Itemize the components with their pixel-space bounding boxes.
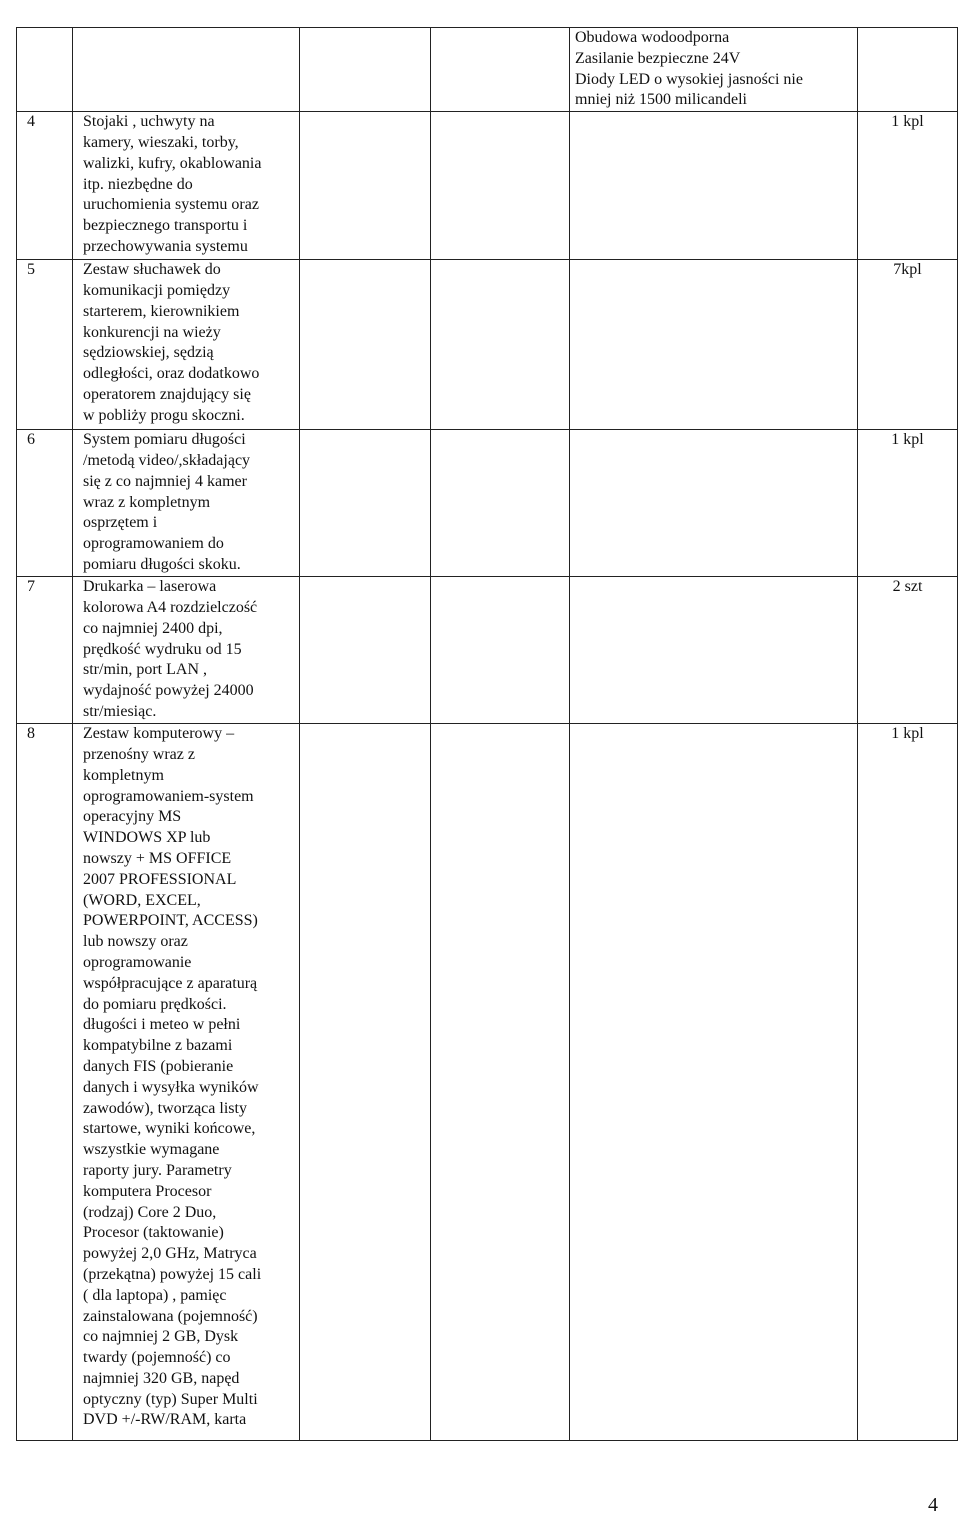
- specification-line: Diody LED o wysokiej jasności nie: [575, 70, 803, 88]
- description-line: wydajność powyżej 24000: [83, 682, 254, 700]
- description-line: twardy (pojemność) co: [83, 1349, 231, 1367]
- description-line: oprogramowaniem-system: [83, 787, 254, 805]
- specification-cell: [570, 430, 858, 577]
- description-line: przenośny wraz z: [83, 745, 195, 763]
- specification-line: mniej niż 1500 milicandeli: [575, 91, 747, 109]
- description-line: (przekątna) powyżej 15 cali: [83, 1265, 262, 1283]
- table-row: [17, 260, 958, 430]
- description-line: odległości, oraz dodatkowo: [83, 365, 260, 383]
- description-cell: [73, 28, 300, 112]
- quantity-cell: 1 kpl: [858, 724, 958, 1441]
- quantity-cell: [858, 28, 958, 112]
- empty-cell: [300, 260, 431, 430]
- empty-cell: [431, 724, 570, 1441]
- description-line: str/min, port LAN ,: [83, 661, 207, 679]
- row-number-cell: 8: [17, 724, 73, 1441]
- description-line: bezpiecznego transportu i: [83, 217, 248, 235]
- empty-cell: [431, 28, 570, 112]
- description-line: kompatybilne z bazami: [83, 1037, 233, 1055]
- description-line: operatorem znajdujący się: [83, 385, 251, 403]
- description-line: najmniej 320 GB, napęd: [83, 1369, 240, 1387]
- table-row: [17, 724, 958, 1441]
- description-line: lub nowszy oraz: [83, 933, 188, 951]
- description-line: Stojaki , uchwyty na: [83, 113, 215, 131]
- description-line: nowszy + MS OFFICE: [83, 849, 232, 867]
- description-line: raporty jury. Parametry: [83, 1161, 232, 1179]
- empty-cell: [300, 112, 431, 260]
- table-body: [17, 28, 958, 1441]
- description-line: sędziowskiej, sędzią: [83, 344, 214, 362]
- row-number-cell: 7: [17, 577, 73, 724]
- description-line: Zestaw słuchawek do: [83, 261, 221, 279]
- table-row: [17, 430, 958, 577]
- description-line: Drukarka – laserowa: [83, 578, 217, 596]
- description-line: powyżej 2,0 GHz, Matryca: [83, 1245, 257, 1263]
- description-cell: [73, 430, 300, 577]
- description-line: prędkość wydruku od 15: [83, 640, 242, 658]
- specification-line: Zasilanie bezpieczne 24V: [575, 49, 741, 67]
- description-line: pomiaru długości skoku.: [83, 555, 241, 573]
- description-line: itp. niezbędne do: [83, 175, 193, 193]
- description-line: danych FIS (pobieranie: [83, 1057, 234, 1075]
- description-line: komunikacji pomiędzy: [83, 281, 231, 299]
- description-line: długości i meteo w pełni: [83, 1016, 241, 1034]
- empty-cell: [300, 724, 431, 1441]
- description-line: współpracujące z aparaturą: [83, 974, 258, 992]
- description-line: w pobliży progu skoczni.: [83, 406, 245, 424]
- specification-line: Obudowa wodoodporna: [575, 29, 730, 46]
- quantity-cell: 1 kpl: [858, 112, 958, 260]
- description-cell: [73, 260, 300, 430]
- description-line: DVD +/-RW/RAM, karta: [83, 1411, 247, 1429]
- description-line: wszystkie wymagane: [83, 1141, 220, 1159]
- description-line: 2007 PROFESSIONAL: [83, 870, 237, 888]
- description-line: konkurencji na wieży: [83, 323, 221, 341]
- description-line: ( dla laptopa) , pamięc: [83, 1286, 227, 1304]
- row-number-cell: [17, 28, 73, 112]
- description-line: startowe, wyniki końcowe,: [83, 1120, 256, 1138]
- row-number-cell: 5: [17, 260, 73, 430]
- description-line: WINDOWS XP lub: [83, 829, 211, 847]
- description-line: Procesor (taktowanie): [83, 1224, 224, 1242]
- specification-cell: [570, 724, 858, 1441]
- empty-cell: [300, 28, 431, 112]
- description-line: co najmniej 2 GB, Dysk: [83, 1328, 239, 1346]
- description-cell: [73, 112, 300, 260]
- page-number: 4: [928, 1494, 938, 1516]
- description-line: /metodą video/,składający: [83, 451, 251, 469]
- quantity-cell: 7kpl: [858, 260, 958, 430]
- description-line: osprzętem i: [83, 514, 158, 532]
- description-line: System pomiaru długości: [83, 431, 246, 449]
- description-line: optyczny (typ) Super Multi: [83, 1390, 258, 1408]
- table-row: [17, 112, 958, 260]
- description-line: operacyjny MS: [83, 808, 182, 826]
- description-line: wraz z kompletnym: [83, 493, 211, 511]
- description-line: kolorowa A4 rozdzielczość: [83, 598, 258, 616]
- quantity-cell: 2 szt: [858, 577, 958, 724]
- empty-cell: [300, 430, 431, 577]
- description-line: się z co najmniej 4 kamer: [83, 472, 247, 490]
- row-number-cell: 4: [17, 112, 73, 260]
- specification-cell: [570, 28, 858, 112]
- description-line: oprogramowanie: [83, 953, 192, 971]
- description-cell: [73, 577, 300, 724]
- empty-cell: [431, 430, 570, 577]
- specification-table: [16, 27, 958, 1441]
- description-line: walizki, kufry, okablowania: [83, 154, 262, 172]
- empty-cell: [431, 112, 570, 260]
- description-line: Zestaw komputerowy –: [83, 725, 235, 743]
- empty-cell: [431, 577, 570, 724]
- description-cell: [73, 724, 300, 1441]
- empty-cell: [300, 577, 431, 724]
- description-line: uruchomienia systemu oraz: [83, 196, 259, 214]
- description-line: co najmniej 2400 dpi,: [83, 619, 223, 637]
- description-line: POWERPOINT, ACCESS): [83, 912, 258, 930]
- table-row: [17, 577, 958, 724]
- description-line: do pomiaru prędkości.: [83, 995, 227, 1013]
- description-line: danych i wysyłka wyników: [83, 1078, 259, 1096]
- table-row: [17, 28, 958, 112]
- description-line: (WORD, EXCEL,: [83, 891, 201, 909]
- quantity-cell: 1 kpl: [858, 430, 958, 577]
- description-line: zainstalowana (pojemność): [83, 1307, 258, 1325]
- specification-cell: [570, 577, 858, 724]
- description-line: komputera Procesor: [83, 1182, 212, 1200]
- description-line: kompletnym: [83, 766, 164, 784]
- specification-cell: [570, 112, 858, 260]
- description-line: starterem, kierownikiem: [83, 302, 240, 320]
- description-line: przechowywania systemu: [83, 237, 248, 255]
- description-line: (rodzaj) Core 2 Duo,: [83, 1203, 217, 1221]
- row-number-cell: 6: [17, 430, 73, 577]
- description-line: kamery, wieszaki, torby,: [83, 133, 239, 151]
- specification-cell: [570, 260, 858, 430]
- description-line: zawodów), tworząca listy: [83, 1099, 247, 1117]
- description-line: oprogramowaniem do: [83, 535, 224, 553]
- empty-cell: [431, 260, 570, 430]
- description-line: str/miesiąc.: [83, 702, 157, 720]
